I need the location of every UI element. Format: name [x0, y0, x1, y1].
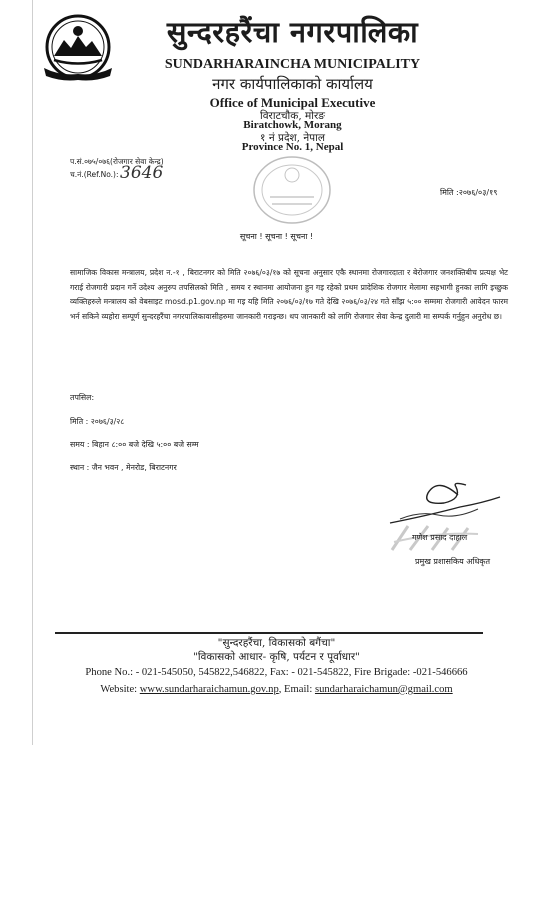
letter-number: प.सं.०७५/०७६(रोजगार सेवा केन्द्र): [70, 157, 164, 166]
email-link[interactable]: sundarharaichamun@gmail.com: [314, 684, 453, 695]
footer-slogan: "सुन्दरहरैंचा, विकासको बगैंचा": [217, 637, 336, 649]
municipality-name-en: SUNDARHARAINCHA MUNICIPALITY: [164, 57, 421, 72]
province-np: १ नं प्रदेश, नेपाल: [260, 132, 325, 144]
event-venue: स्थान : जैन भवन , मेनरोड, बिराटनगर: [70, 463, 177, 472]
address-en: Biratchowk, Morang: [243, 119, 342, 131]
municipality-name-np: सुन्दरहरैंचा नगरपालिका: [166, 15, 419, 49]
details-heading: तपसिल:: [70, 393, 95, 402]
signatory-name: गणेश प्रसाद दाहाल: [412, 533, 468, 542]
office-name-en: Office of Municipal Executive: [209, 95, 376, 110]
footer-divider: [55, 632, 483, 634]
letter-date: मिति :२०७६/०३/१९: [440, 188, 498, 197]
event-time: समय : बिहान ८:०० बजे देखि ५:०० बजे सम्म: [70, 440, 199, 449]
footer-contact: Phone No.: - 021-545050, 545822,546822, Fax: - 021-545822, Fire Brigade: -021-546666: [85, 667, 468, 678]
ref-number-label: च.नं.(Ref.No.):: [70, 170, 119, 179]
page-edge-line: [32, 0, 33, 745]
website-label: Website:: [100, 684, 138, 695]
website-link[interactable]: www.sundarharaichamun.gov.np: [139, 684, 279, 695]
address-np: विराटचौक, मोरङ: [260, 110, 325, 122]
office-name-np: नगर कार्यपालिकाको कार्यालय: [212, 75, 373, 93]
event-date: मिति : २०७६/३/२८: [70, 417, 125, 426]
signatory-title: प्रमुख प्रशासकिय अधिकृत: [415, 557, 491, 566]
municipality-emblem-icon: [40, 14, 116, 84]
notice-body: सामाजिक विकास मन्त्रालय, प्रदेश न.-१ , बिराटनगर को मिति २०७६/०३/१७ को सूचना अनुसार एकै स्थानमा रोजगारदाता र बेरोजगार जनशक्तिबीच प्रत्यक्ष भेट गराई रोजगारी प्रदान गर्ने उदेश्य अनुरुप तपसिलको मिति , समय र स्थानमा आयोजना हुन गइ रहेको प्रथम प्रादेशिक रोजगार मेलामा सहभागी हुनका लागि इच्छुक व्यक्तिहरुले मन्त्रालय को वेबसाइट mosd.p1.gov.np मा गइ यहि मिति २०७६/०३/१७ गते देखि २०७६/०३/२४ गते साँझ ५:०० सम्ममा रोजगारी आवेदन फारम भर्न सकिने व्यहोरा सम्पूर्ण सुन्दरहरैंचा नगरपालिकावासीहरुमा जानकारी गराइन्छ। थप जानकारी को लागि रोजगार सेवा केन्द्र दुलारी मा सम्पर्क गर्नुहुन अनुरोध छ।: [70, 268, 508, 321]
email-label: , Email:: [278, 684, 313, 695]
footer-tagline: "विकासको आधार- कृषि, पर्यटन र पूर्वाधार": [193, 651, 360, 663]
notice-heading: सूचना ! सूचना ! सूचना !: [239, 232, 314, 241]
ref-number-handwritten: 3646: [120, 163, 164, 183]
province-en: Province No. 1, Nepal: [241, 141, 344, 153]
footer-web-line: [0, 684, 553, 695]
office-stamp-icon: [250, 153, 335, 228]
